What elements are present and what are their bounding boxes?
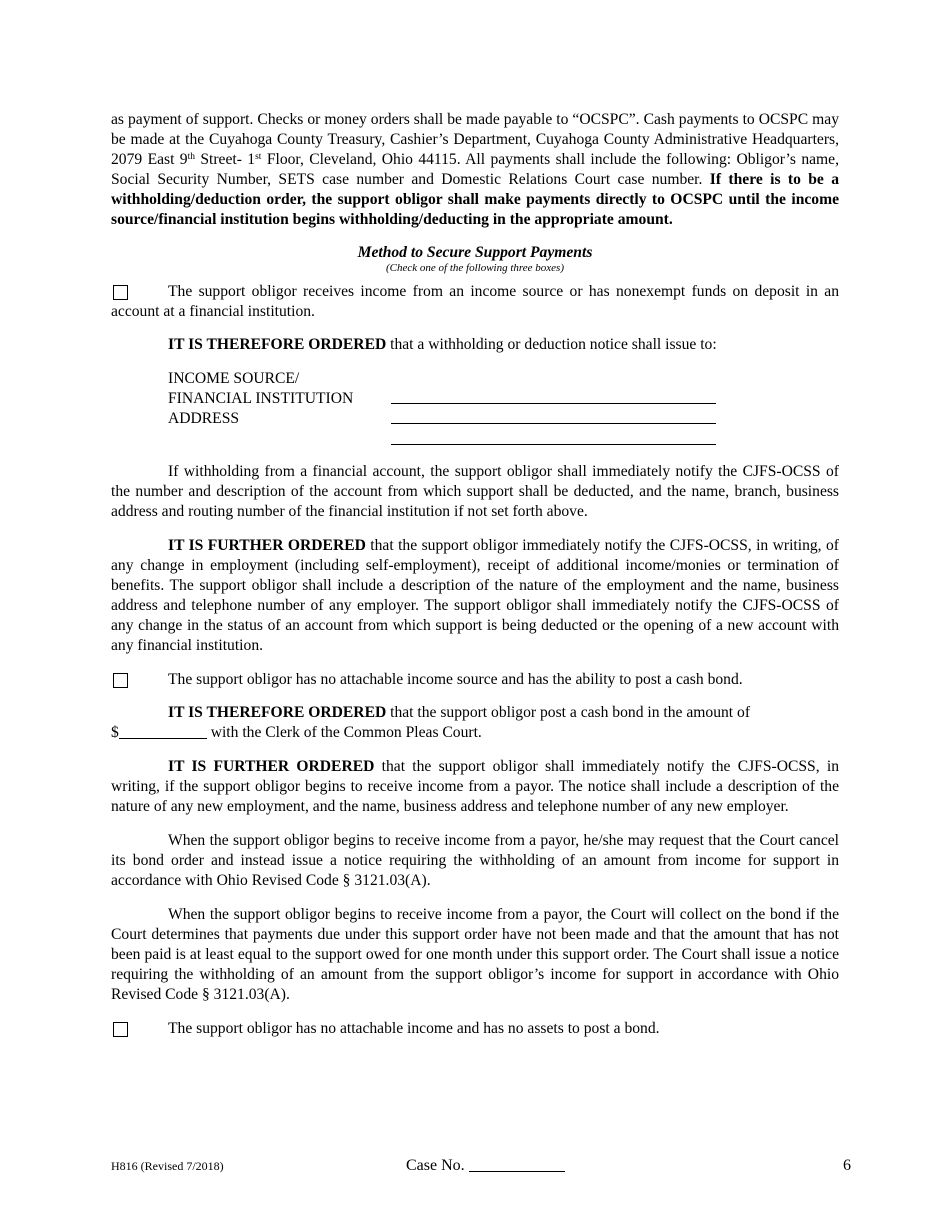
case-label: Case No. bbox=[406, 1157, 465, 1174]
intro-paragraph bbox=[111, 110, 839, 230]
address-line-2[interactable] bbox=[391, 423, 716, 424]
option-1-checkbox[interactable] bbox=[113, 285, 128, 300]
page-number: 6 bbox=[843, 1157, 851, 1174]
option-2 bbox=[111, 670, 839, 690]
case-number-blank[interactable] bbox=[469, 1157, 565, 1172]
page-footer bbox=[111, 1157, 851, 1181]
option-2-p2-text: that the support obligor shall immediately notify the CJFS-OCSS, in writing, if the support obligor begins to receive income from a payor. The notice shall include a description of the nature of any new employment, and the name, business address and telephone number of any new employer. bbox=[111, 758, 840, 815]
method-title: Method to Secure Support Payments bbox=[357, 244, 593, 261]
intro-sup-1: th bbox=[187, 152, 195, 162]
option-1-text: The support obligor receives income from an income source or has nonexempt funds on deposit in an account at a financial institution. bbox=[111, 283, 839, 320]
option-2-p2-bold: IT IS FURTHER ORDERED bbox=[168, 758, 375, 775]
option-2-paragraph-4: When the support obligor begins to receive income from a payor, the Court will collect on the bond if the Court determines that payments due under this support order have not been made and that the amount that has not been paid is at least equal to the support owed for one month under this support order. The Court shall issue a notice requiring the withholding of an amount from the support obligor’s income for support in accordance with Ohio Revised Code § 3121.03(A). bbox=[111, 906, 839, 1003]
option-1-p2-text: that the support obligor immediately notify the CJFS-OCSS, in writing, of any change in employment (including self-employment), receipt of additional income/monies or termination of benefits. The support obligor shall include a description of the nature of the employment and the name, business address and telephone number of any employer. The support obligor shall immediately notify the CJFS-OCSS of any change in the status of an account from which support is being deducted or the opening of a new account with any financial institution. bbox=[111, 537, 839, 654]
option-2-bond-line bbox=[111, 723, 839, 743]
document-body bbox=[111, 110, 839, 1053]
option-1-paragraph-2 bbox=[111, 536, 839, 656]
income-source-address-block bbox=[168, 369, 839, 449]
option-2-p1-text: that the support obligor post a cash bond in the amount of bbox=[386, 704, 751, 721]
intro-sup-2: st bbox=[255, 152, 262, 162]
intro-text-1: as payment of support. Checks or money orders shall be made payable to “OCSPC”. Cash payments to OCSPC may be made at the Cuyahoga County Treasury, Cashier’s Department, Cuyahoga County Administrative Headquarters, 2079 East 9 bbox=[111, 111, 839, 168]
option-3 bbox=[111, 1019, 839, 1039]
dollar-sign: $ bbox=[111, 724, 119, 741]
option-1 bbox=[111, 282, 839, 322]
label-financial-institution: FINANCIAL INSTITUTION bbox=[168, 390, 354, 407]
method-heading bbox=[111, 244, 839, 275]
option-1-paragraph-1: If withholding from a financial account, the support obligor shall immediately notify the CJFS-OCSS of the number and description of the account from which support shall be deducted, and the name, branch, business address and routing number of the financial institution if not set forth above. bbox=[111, 463, 839, 520]
address-line-1[interactable] bbox=[391, 403, 716, 404]
option-3-text: The support obligor has no attachable income and has no assets to post a bond. bbox=[168, 1020, 660, 1037]
option-3-checkbox[interactable] bbox=[113, 1022, 128, 1037]
method-subtitle: (Check one of the following three boxes) bbox=[386, 262, 564, 274]
option-1-order-text: that a withholding or deduction notice shall issue to: bbox=[386, 336, 717, 353]
option-2-checkbox[interactable] bbox=[113, 673, 128, 688]
option-1-order-bold: IT IS THEREFORE ORDERED bbox=[168, 336, 387, 353]
intro-bold-notice: If there is to be a withholding/deduction order, the support obligor shall make payments directly to OCSPC until the income source/financial institution begins withholding/deducting in the appropriate amount. bbox=[111, 171, 839, 228]
option-2-p1-end: with the Clerk of the Common Pleas Court. bbox=[206, 724, 482, 741]
form-number: H816 (Revised 7/2018) bbox=[111, 1159, 224, 1173]
case-number bbox=[406, 1157, 565, 1175]
option-2-paragraph-1 bbox=[111, 703, 839, 723]
intro-text-2: Street- 1 bbox=[194, 151, 256, 168]
option-2-paragraph-3: When the support obligor begins to receive income from a payor, he/she may request that the Court cancel its bond order and instead issue a notice requiring the withholding of an amount from income for support in accordance with Ohio Revised Code § 3121.03(A). bbox=[111, 832, 839, 889]
address-labels bbox=[168, 369, 388, 429]
address-line-3[interactable] bbox=[391, 444, 716, 445]
option-2-paragraph-2 bbox=[111, 757, 839, 817]
intro-text-3: Floor, Cleveland, Ohio 44115. All payments shall include the following: Obligor’s name, Social Security Number, SETS case number and Domestic Relations Court case number. bbox=[111, 151, 839, 188]
label-income-source: INCOME SOURCE/ bbox=[168, 370, 300, 387]
option-1-order bbox=[111, 335, 839, 355]
option-1-p2-bold: IT IS FURTHER ORDERED bbox=[168, 537, 366, 554]
option-2-text: The support obligor has no attachable income source and has the ability to post a cash bond. bbox=[168, 671, 743, 688]
option-2-p1-bold: IT IS THEREFORE ORDERED bbox=[168, 704, 387, 721]
bond-amount-blank[interactable] bbox=[119, 724, 207, 739]
label-address: ADDRESS bbox=[168, 410, 240, 427]
